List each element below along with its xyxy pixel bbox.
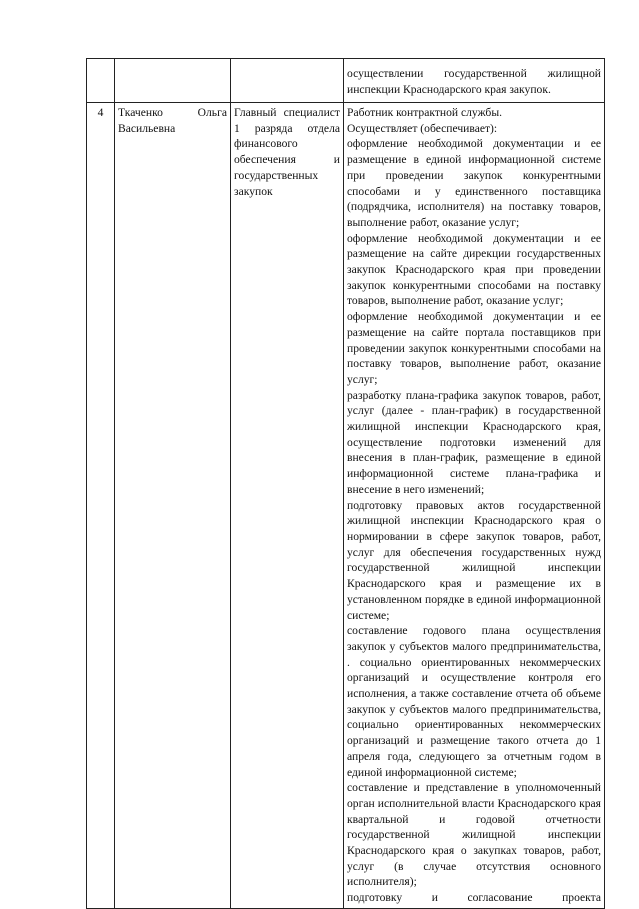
- duty-item: оформление необходимой документации и ее размещение на сайте портала поставщиков при проведении закупок конкурентными способами на поставку товаров, выполнение работ, оказание услуг;: [347, 310, 601, 386]
- duty-item: составление и представление в уполномоченный орган исполнительной власти Краснодарского края квартальной и годовой отчетности государственной жилищной инспекции Краснодарского края о закупках товаров, работ, услуг (в случае отсутствия основного исполнителя);: [347, 781, 601, 889]
- duties-continuation-text: осуществлении государственной жилищной инспекции Краснодарского края закупок.: [347, 67, 601, 96]
- table-row: [87, 103, 605, 909]
- duty-item: оформление необходимой документации и ее размещение на сайте дирекции государственных закупок Краснодарского края при проведении закупок конкурентными способами на поставку товаров, выполнение работ, оказание услуг;: [347, 231, 601, 308]
- row-number-cell: 4: [87, 103, 115, 909]
- duty-item: составление годового плана осуществления закупок у субъектов малого предпринимательства, . социально ориентированных некоммерческих организаций и осуществление контроля его исполнения, а также составление отчета об объеме закупок у субъектов малого предпринимательства, социально ориентированных некоммерческих организаций и размещение такого отчета до 1 апреля года, следующего за отчетным годом в единой информационной системе;: [347, 624, 601, 779]
- duties-cell: [344, 59, 605, 103]
- duty-item: подготовку и согласование проекта: [347, 891, 601, 905]
- employee-name-cell: Ткаченко Ольга Васильевна: [115, 103, 231, 909]
- duties-intro: Работник контрактной службы.: [347, 106, 503, 119]
- duties-lead: Осуществляет (обеспечивает):: [347, 121, 498, 135]
- duty-item: подготовку правовых актов государственной жилищной инспекции Краснодарского края о нормировании в сфере закупок товаров, работ, услуг для обеспечения государственных нужд государственной жилищной инспекции Краснодарского края и размещение их в установленном порядке в единой информационной системе;: [347, 498, 601, 622]
- position-cell: [231, 59, 344, 103]
- duties-cell: [344, 103, 605, 909]
- responsibilities-table: [86, 58, 605, 909]
- row-number-cell: [87, 59, 115, 103]
- employee-name-cell: [115, 59, 231, 103]
- duty-item: оформление необходимой документации и ее размещение в единой информационной системе при проведении закупок конкурентными способами и у единственного поставщика (подрядчика, исполнителя) на поставку товаров, выполнение работ, оказание услуг;: [347, 137, 601, 229]
- duty-item: разработку плана-графика закупок товаров, работ, услуг (далее - план-график) в государственной жилищной инспекции Краснодарского края, осуществление подготовки изменений для внесения в план-график, размещение в единой информационной системе плана-графика и внесение в него изменений;: [347, 388, 601, 496]
- position-cell: Главный специалист 1 разряда отдела финансового обеспечения и государственных закупок: [231, 103, 344, 909]
- table-row: [87, 59, 605, 103]
